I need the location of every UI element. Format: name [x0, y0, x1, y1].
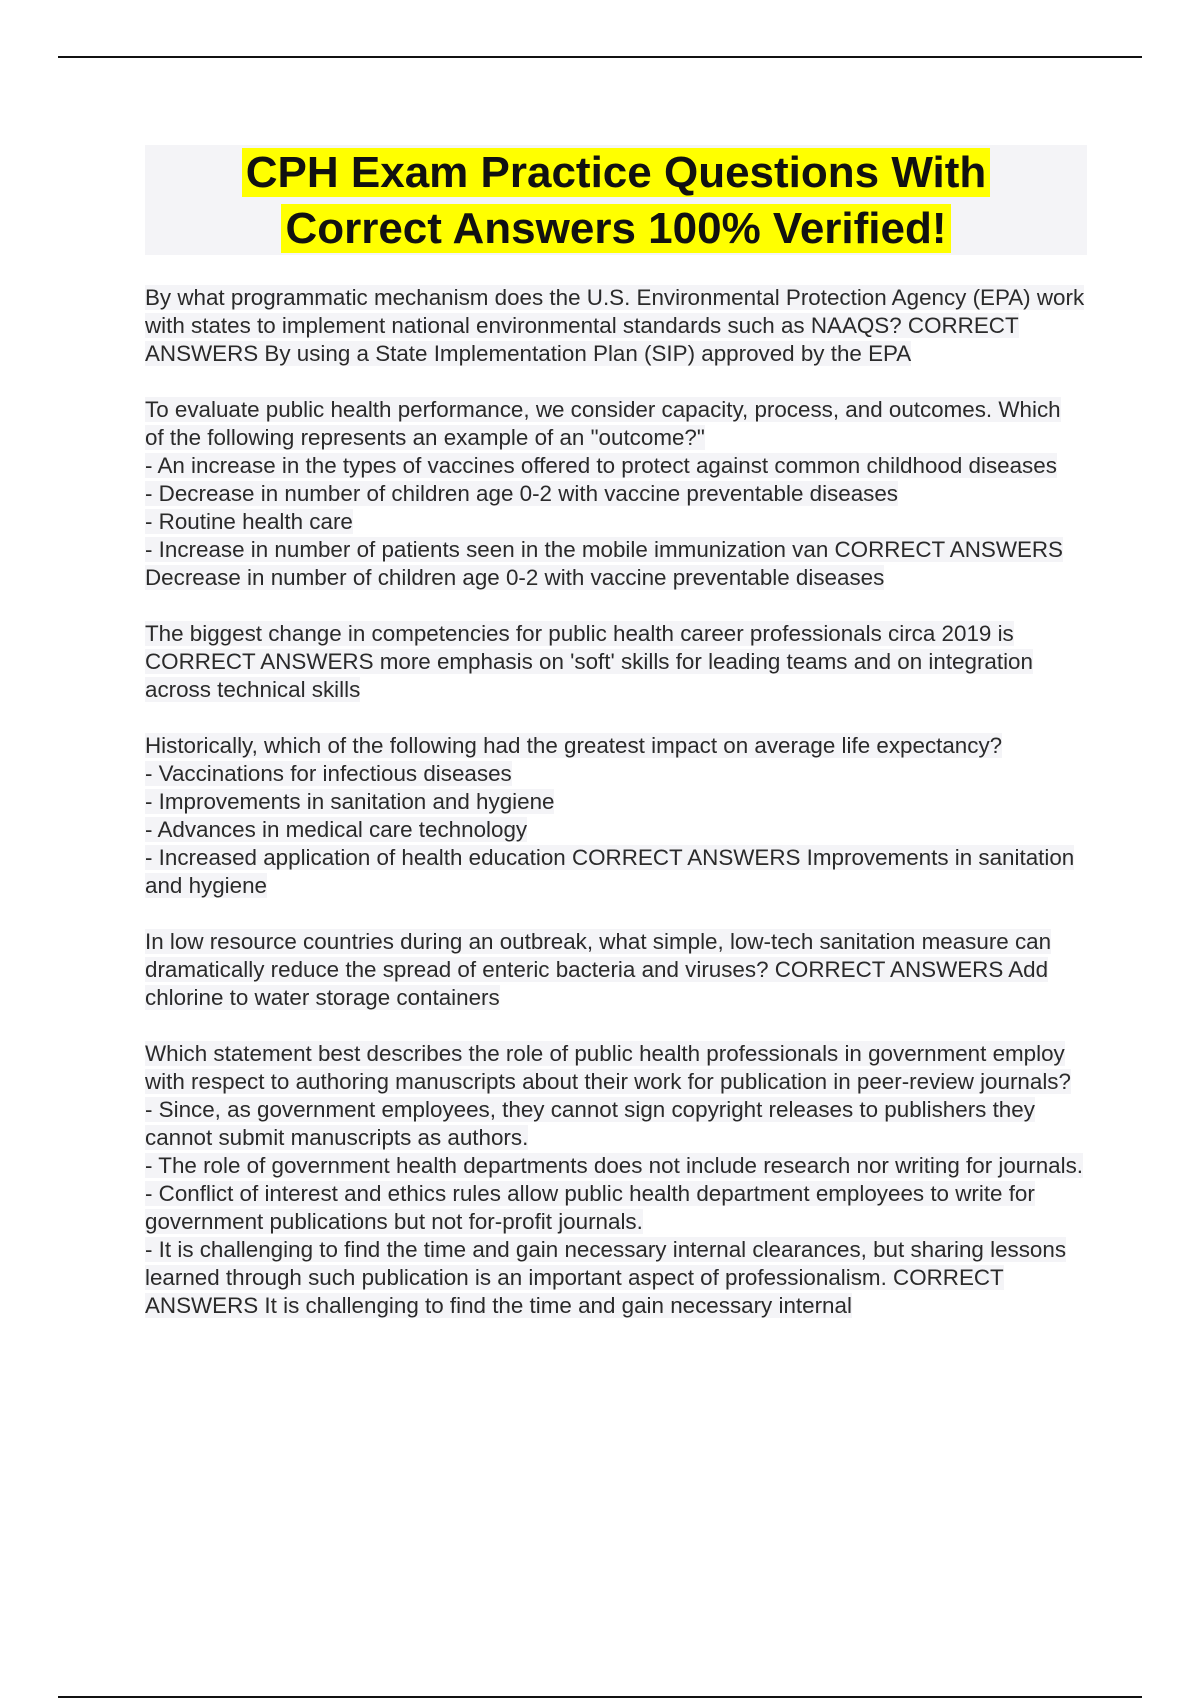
- question-item: [145, 732, 1085, 900]
- answer-option: - Routine health care: [145, 509, 353, 534]
- question-text: By what programmatic mechanism does the U.S. Environmental Protection Agency (EPA) work with states to implement national environmental standards such as NAAQS? CORRECT ANSWERS By using a State Implementation Plan (SIP) approved by the EPA: [145, 285, 1085, 366]
- question-item: [145, 1040, 1085, 1320]
- question-item: [145, 284, 1085, 368]
- answer-option: - Advances in medical care technology: [145, 817, 528, 842]
- answer-option: - Increased application of health education CORRECT ANSWERS Improvements in sanitation and hygiene: [145, 845, 1075, 898]
- answer-option: - Decrease in number of children age 0-2 with vaccine preventable diseases: [145, 481, 898, 506]
- bottom-rule: [58, 1696, 1142, 1698]
- title-box: [145, 145, 1087, 255]
- question-item: [145, 396, 1085, 592]
- page-title-line-1: CPH Exam Practice Questions With: [145, 145, 1087, 201]
- answer-option: - Conflict of interest and ethics rules allow public health department employees to write for government publications but not for-profit journals.: [145, 1181, 1035, 1234]
- question-text: Historically, which of the following had the greatest impact on average life expectancy?: [145, 733, 1003, 758]
- question-item: [145, 620, 1085, 704]
- answer-option: - Since, as government employees, they cannot sign copyright releases to publishers they cannot submit manuscripts as authors.: [145, 1097, 1035, 1150]
- question-text: In low resource countries during an outbreak, what simple, low-tech sanitation measure can dramatically reduce the spread of enteric bacteria and viruses? CORRECT ANSWERS Add chlorine to water storage containers: [145, 929, 1052, 1010]
- question-list: [145, 284, 1085, 1348]
- answer-option: - Vaccinations for infectious diseases: [145, 761, 512, 786]
- answer-option: - An increase in the types of vaccines offered to protect against common childhood diseases: [145, 453, 1057, 478]
- question-text: The biggest change in competencies for public health career professionals circa 2019 is CORRECT ANSWERS more emphasis on 'soft' skills for leading teams and on integration across technical skills: [145, 621, 1033, 702]
- answer-option: - Improvements in sanitation and hygiene: [145, 789, 555, 814]
- answer-option: - The role of government health departments does not include research nor writing for journals.: [145, 1153, 1084, 1178]
- answer-option: - It is challenging to find the time and gain necessary internal clearances, but sharing lessons learned through such publication is an important aspect of professionalism. CORRECT ANSWERS It is challenging to find the time and gain necessary internal: [145, 1237, 1067, 1318]
- answer-option: - Increase in number of patients seen in the mobile immunization van CORRECT ANSWERS Decrease in number of children age 0-2 with vaccine preventable diseases: [145, 537, 1063, 590]
- question-text: Which statement best describes the role of public health professionals in government employ with respect to authoring manuscripts about their work for publication in peer-review journals?: [145, 1041, 1071, 1094]
- top-rule: [58, 56, 1142, 58]
- question-text: To evaluate public health performance, we consider capacity, process, and outcomes. Which of the following represents an example of an "outcome?": [145, 397, 1061, 450]
- question-item: [145, 928, 1085, 1012]
- page-title-line-2: Correct Answers 100% Verified!: [145, 201, 1087, 257]
